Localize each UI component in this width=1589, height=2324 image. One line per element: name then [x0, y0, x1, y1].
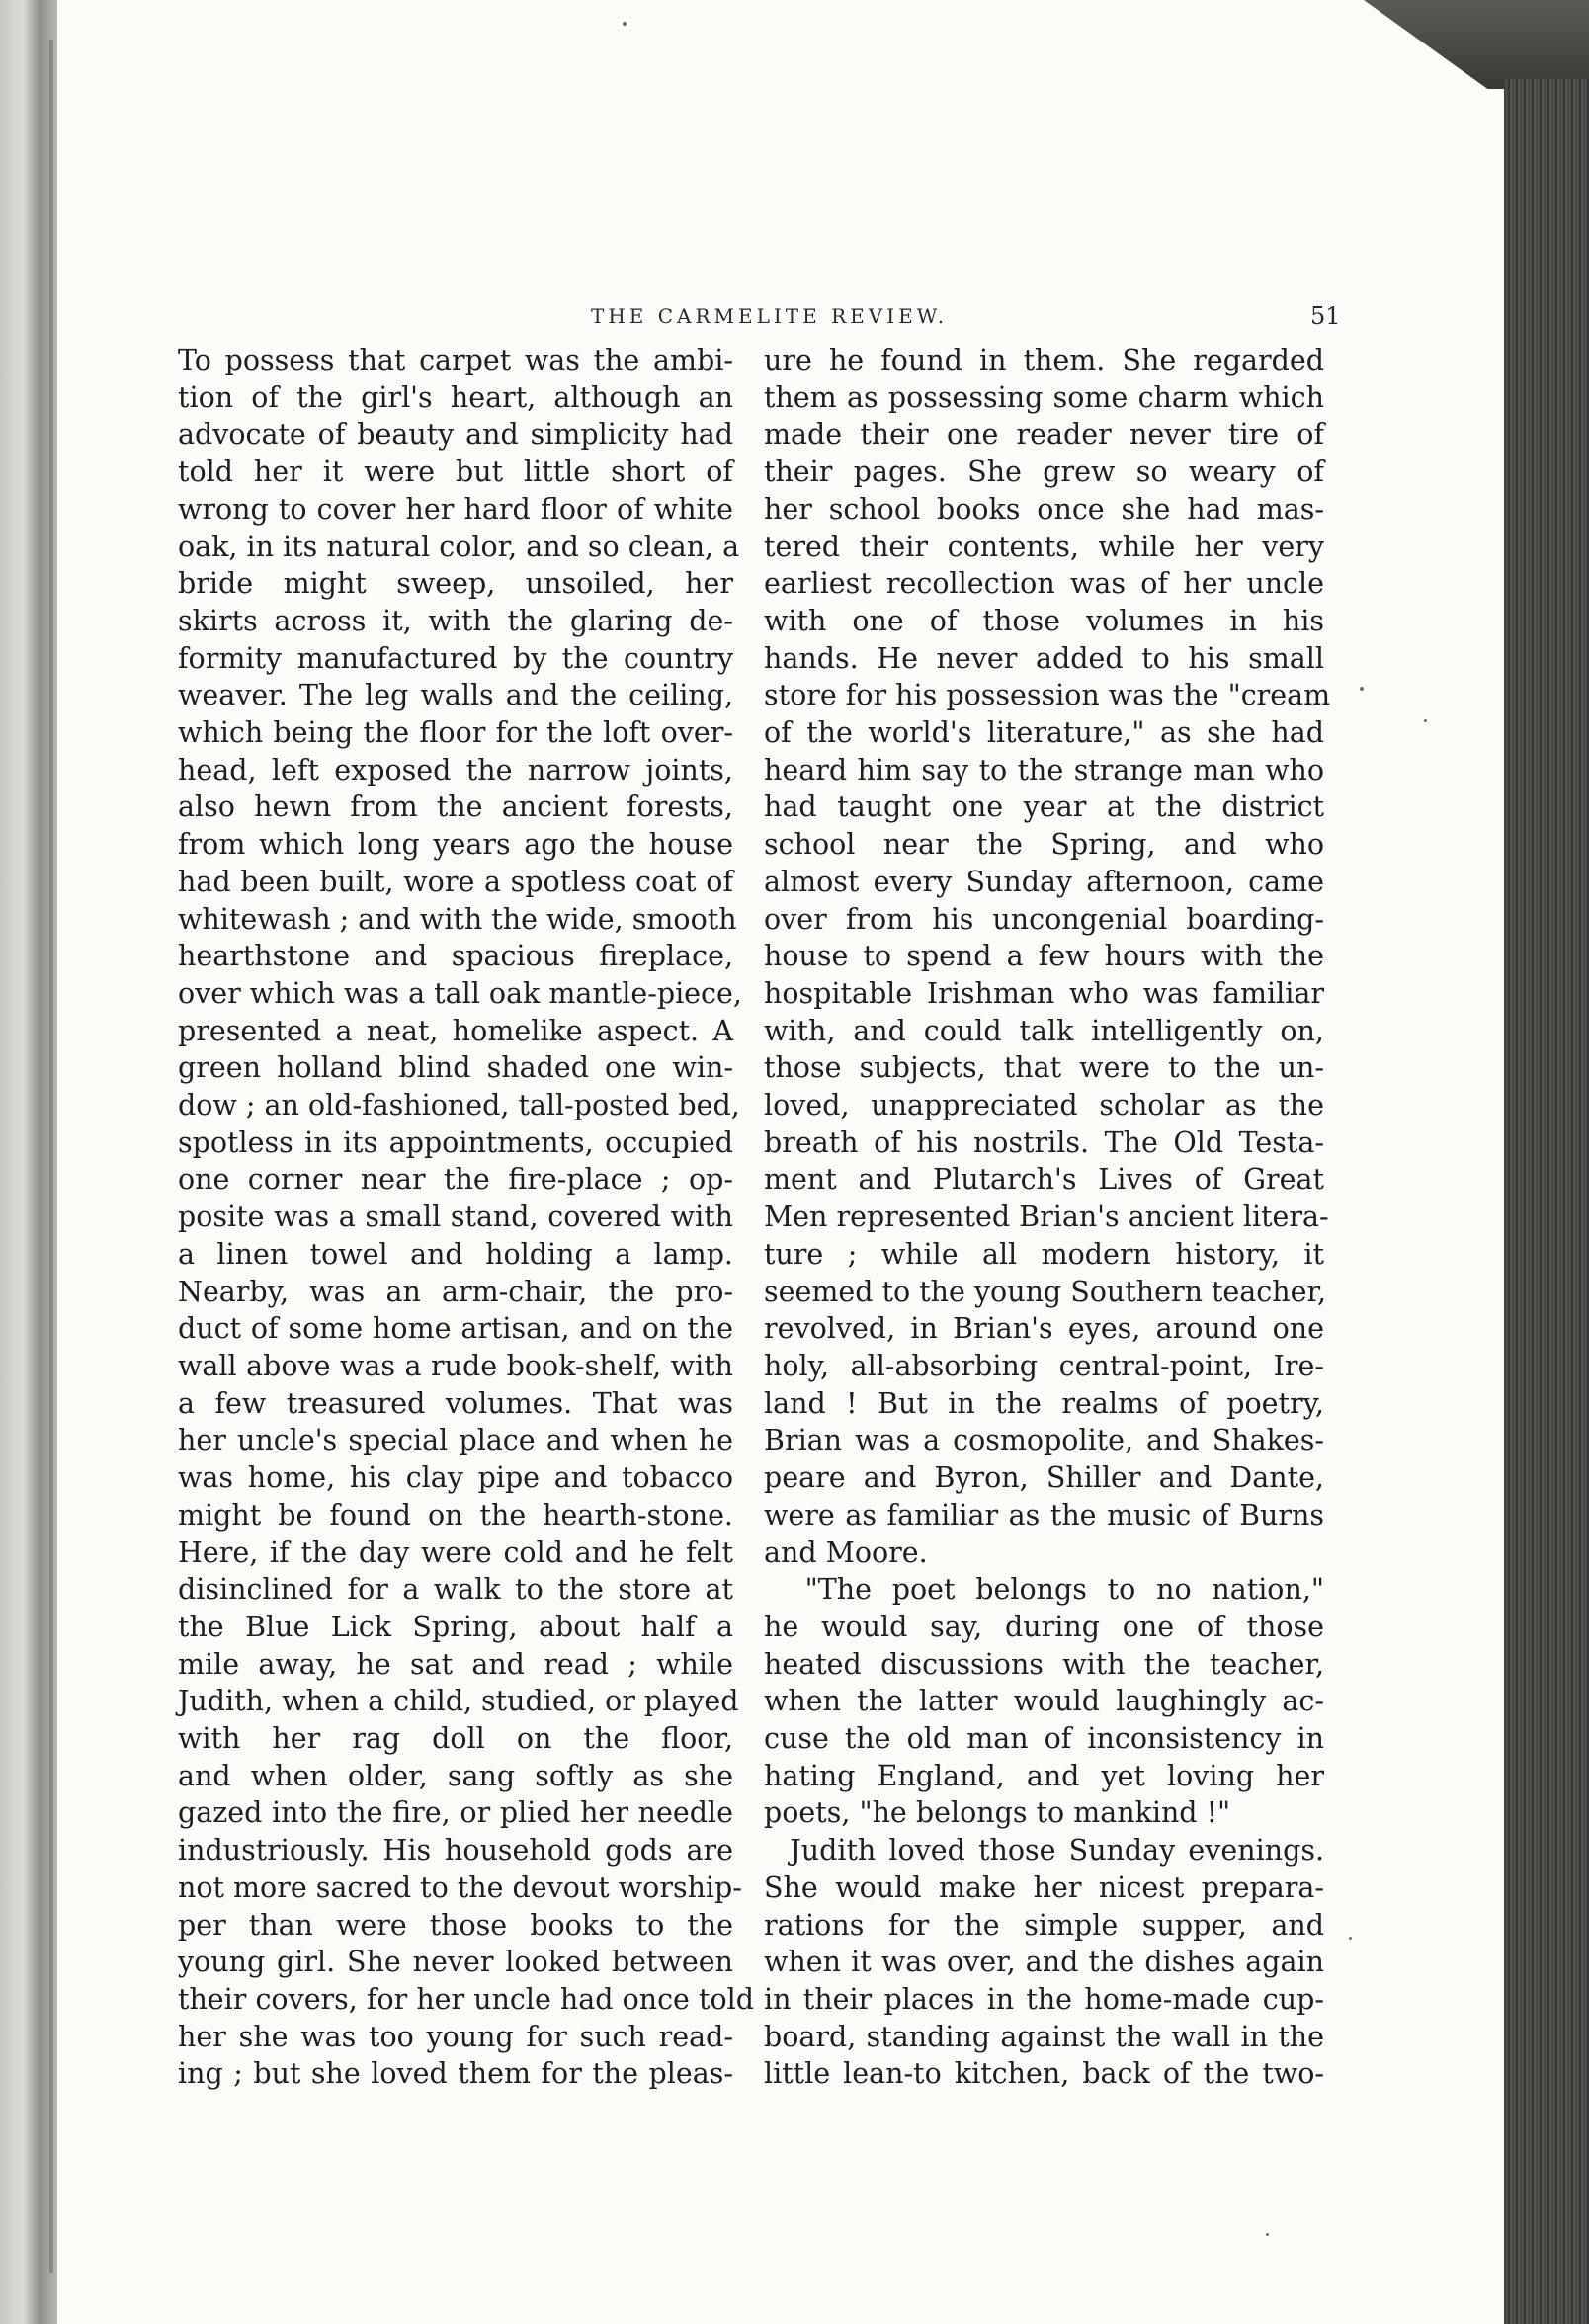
text-line: board, standing against the wall in the: [764, 2020, 1324, 2053]
text-line: weaver. The leg walls and the ceiling,: [178, 679, 733, 712]
text-line: poets, "he belongs to mankind !": [764, 1796, 1231, 1830]
text-line: little lean-to kitchen, back of the two-: [764, 2057, 1324, 2091]
text-line: gazed into the fire, or plied her needle: [178, 1796, 733, 1830]
text-line: "The poet belongs to no nation,": [764, 1573, 1324, 1607]
text-line: a few treasured volumes. That was: [178, 1386, 733, 1420]
text-line: wrong to cover her hard floor of white: [178, 492, 733, 526]
text-line: the Blue Lick Spring, about half a: [178, 1610, 733, 1643]
speck: [1349, 1937, 1352, 1940]
text-line: was home, his clay pipe and tobacco: [178, 1461, 733, 1495]
text-line: disinclined for a walk to the store at: [178, 1573, 733, 1607]
text-line: Men represented Brian's ancient litera-: [764, 1201, 1329, 1234]
text-line: formity manufactured by the country: [178, 641, 733, 675]
text-line: revolved, in Brian's eyes, around one: [764, 1312, 1324, 1346]
text-line: Judith loved those Sunday evenings.: [764, 1834, 1324, 1868]
text-line: and when older, sang softly as she: [178, 1759, 733, 1792]
text-line: Here, if the day were cold and he felt: [178, 1536, 733, 1569]
text-line: had been built, wore a spotless coat of: [178, 865, 733, 898]
text-line: with one of those volumes in his: [764, 604, 1324, 637]
text-line: ture ; while all modern history, it: [764, 1237, 1324, 1271]
text-line: made their one reader never tire of: [764, 418, 1324, 452]
text-line: bride might sweep, unsoiled, her: [178, 567, 733, 601]
text-line: with, and could talk intelligently on,: [764, 1014, 1324, 1047]
text-line: their pages. She grew so weary of: [764, 456, 1324, 489]
text-line: industriously. His household gods are: [178, 1834, 733, 1868]
text-line: duct of some home artisan, and on the: [178, 1312, 733, 1346]
text-line: heard him say to the strange man who: [764, 753, 1324, 787]
text-line: store for his possession was the "cream: [764, 679, 1331, 712]
text-line: their covers, for her uncle had once told: [178, 1982, 754, 2016]
text-line: Brian was a cosmopolite, and Shakes-: [764, 1424, 1324, 1457]
text-line: of the world's literature," as she had: [764, 716, 1324, 750]
text-line: were as familiar as the music of Burns: [764, 1498, 1324, 1532]
text-line: She would make her nicest prepara-: [764, 1870, 1324, 1904]
text-line: in their places in the home-made cup-: [764, 1982, 1324, 2016]
text-line: ment and Plutarch's Lives of Great: [764, 1163, 1324, 1197]
speck: [1424, 719, 1427, 722]
text-line: her she was too young for such read-: [178, 2020, 733, 2053]
text-line: wall above was a rude book-shelf, with: [178, 1349, 733, 1382]
text-line: earliest recollection was of her uncle: [764, 567, 1324, 601]
text-line: her uncle's special place and when he: [178, 1424, 733, 1457]
text-line: one corner near the fire-place ; op-: [178, 1163, 733, 1197]
text-line: school near the Spring, and who: [764, 828, 1324, 862]
text-line: posite was a small stand, covered with: [178, 1201, 733, 1234]
text-line: house to spend a few hours with the: [764, 940, 1324, 973]
binding-shadow: [0, 0, 57, 2324]
text-line: those subjects, that were to the un-: [764, 1051, 1324, 1085]
text-line: a linen towel and holding a lamp.: [178, 1237, 733, 1271]
text-line: holy, all-absorbing central-point, Ire-: [764, 1349, 1324, 1382]
running-title: THE CARMELITE REVIEW.: [591, 304, 949, 328]
text-line: almost every Sunday afternoon, came: [764, 865, 1324, 898]
text-line: hearthstone and spacious fireplace,: [178, 940, 733, 973]
text-line: tion of the girl's heart, although an: [178, 380, 733, 414]
text-line: Judith, when a child, studied, or played: [178, 1685, 739, 1718]
text-line: head, left exposed the narrow joints,: [178, 753, 733, 787]
text-line: skirts across it, with the glaring de-: [178, 604, 733, 637]
text-line: hating England, and yet loving her: [764, 1759, 1324, 1792]
text-line: from which long years ago the house: [178, 828, 733, 862]
text-line: rations for the simple supper, and: [764, 1908, 1324, 1942]
text-line: heated discussions with the teacher,: [764, 1647, 1324, 1681]
speck: [1266, 2233, 1269, 2236]
text-line: cuse the old man of inconsistency in: [764, 1722, 1324, 1756]
text-line: her school books once she had mas-: [764, 492, 1324, 526]
left-column: [178, 342, 754, 2093]
page-header: [57, 302, 1342, 338]
text-line: told her it were but little short of: [178, 456, 733, 489]
text-line: when the latter would laughingly ac-: [764, 1685, 1324, 1718]
text-line: oak, in its natural color, and so clean, a: [178, 530, 740, 563]
text-line: over from his uncongenial boarding-: [764, 902, 1324, 936]
text-line: hands. He never added to his small: [764, 641, 1324, 675]
text-line: loved, unappreciated scholar as the: [764, 1089, 1324, 1122]
text-line: had taught one year at the district: [764, 790, 1324, 824]
text-line: tered their contents, while her very: [764, 530, 1324, 563]
text-line: advocate of beauty and simplicity had: [178, 418, 733, 452]
text-line: might be found on the hearth-stone.: [178, 1498, 733, 1532]
text-line: mile away, he sat and read ; while: [178, 1647, 733, 1681]
text-line: ure he found in them. She regarded: [764, 344, 1324, 376]
text-line: which being the floor for the loft over-: [178, 716, 733, 750]
text-line: he would say, during one of those: [764, 1610, 1324, 1643]
right-column: [764, 342, 1331, 2093]
text-line: dow ; an old-fashioned, tall-posted bed,: [178, 1089, 740, 1122]
text-line: and Moore.: [764, 1536, 928, 1569]
text-line: when it was over, and the dishes again: [764, 1946, 1324, 1979]
page-number: 51: [1310, 302, 1341, 330]
text-line: per than were those books to the: [178, 1908, 733, 1942]
text-line: land ! But in the realms of poetry,: [764, 1386, 1324, 1420]
text-line: green holland blind shaded one win-: [178, 1051, 733, 1085]
text-line: whitewash ; and with the wide, smooth: [178, 902, 737, 936]
text-line: not more sacred to the devout worship-: [178, 1870, 742, 1904]
text-line: hospitable Irishman who was familiar: [764, 976, 1324, 1010]
text-line: peare and Byron, Shiller and Dante,: [764, 1461, 1324, 1495]
text-line: ing ; but she loved them for the pleas-: [178, 2057, 733, 2091]
text-line: breath of his nostrils. The Old Testa-: [764, 1125, 1324, 1159]
text-line: Nearby, was an arm-chair, the pro-: [178, 1275, 733, 1308]
text-line: over which was a tall oak mantle-piece,: [178, 976, 742, 1010]
speck: [1360, 687, 1364, 691]
text-line: seemed to the young Southern teacher,: [764, 1275, 1327, 1308]
text-line: young girl. She never looked between: [178, 1946, 733, 1979]
text-line: with her rag doll on the floor,: [178, 1722, 733, 1756]
speck: [623, 22, 627, 26]
text-line: also hewn from the ancient forests,: [178, 790, 733, 824]
text-line: presented a neat, homelike aspect. A: [178, 1014, 733, 1047]
text-line: spotless in its appointments, occupied: [178, 1125, 733, 1159]
book-page-edges: [1504, 79, 1589, 2324]
text-line: To possess that carpet was the ambi-: [178, 344, 733, 376]
text-line: them as possessing some charm which: [764, 380, 1324, 414]
